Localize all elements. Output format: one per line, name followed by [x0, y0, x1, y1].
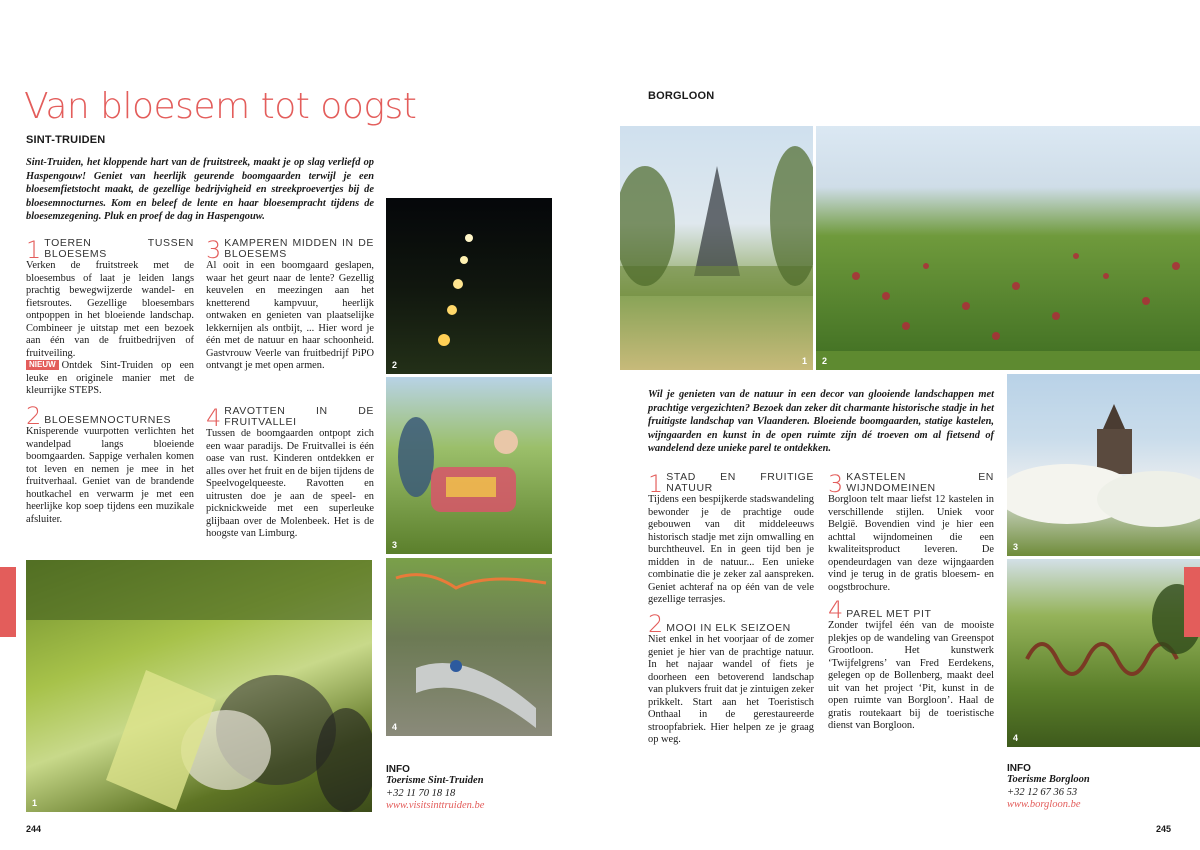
section-number: 3 [828, 470, 844, 498]
section-bloesemnocturnes [26, 402, 194, 526]
section-toeren [26, 238, 194, 398]
section-ravotten [206, 406, 374, 541]
photo-orchard [816, 126, 1200, 370]
info-website-link[interactable]: www.visitsinttruiden.be [386, 800, 485, 811]
photo-castle [1007, 374, 1200, 556]
section-heading: KAMPEREN MIDDEN IN DE BLOESEMS [224, 237, 374, 260]
section-text: Tijdens een bespijkerde stadswandeling bewonder je de prachtige oude gebouwen van dit middeleeuws historisch stadje met zijn omwalling en burchtheuvel. En in geen tijd ben je midden in de natuur... Een unieke combinatie die je zeker zal aanspreken. Geniet achteraf na op één van de vele gezellige terrasjes. [648, 494, 814, 605]
photo-number: 4 [392, 722, 398, 732]
section-text: Niet enkel in het voorjaar of de zomer geniet je hier van de prachtige natuur. In het najaar wandel of fiets je doorheen een betoverend landschap van plukvers fruit dat je zintuigen zeker prikkelt. Start aan het Toeristisch Onthaal in de gerestaureerde stroopfabriek. Hier helpen ze je graag op weg. [648, 634, 814, 745]
info-block-borgloon [1007, 763, 1090, 812]
info-block-sint-truiden [386, 764, 484, 813]
section-tab-left [0, 567, 16, 637]
photo-twijfelgrens [1007, 559, 1200, 747]
section-text: Knisperende vuurpotten verlichten het wandelpad langs bloeiende boomgaarden. Sappige verhalen komen tot leven en nemen je mee in het fruitverhaal. Geniet van de brandende houtkachel en verwarm je met een heerlijke kop soep tijdens een muzikale afsluiter. [26, 426, 194, 525]
page-title: Van bloesem tot oogst [24, 86, 417, 127]
section-number: 3 [206, 236, 222, 264]
section-stad [648, 472, 814, 607]
info-label: INFO [1007, 763, 1031, 774]
info-label: INFO [386, 764, 410, 775]
photo-number: 3 [392, 540, 398, 550]
photo-number: 2 [822, 356, 828, 366]
location-label-borgloon: BORGLOON [648, 90, 715, 102]
intro-borgloon: Wil je genieten van de natuur in een decor van glooiende landschappen met prachtige vergezichten? Bezoek dan zeker dit charmante historische stadje in het fruitigste landschap van Vlaanderen. Bloeiende boomgaarden, statige kastelen, wijngaarden en kunst in de open ruimte zijn dé troeven om al fietsend of wandelend deze unieke parel te ontdekken. [648, 389, 994, 455]
section-text: Tussen de boomgaarden ontpopt zich een waar paradijs. De Fruitvallei is één oase van rust. Kinderen ontdekken er alles over het fruit en de bijen tijdens de Speelvogelqueeste. Ravotten en uitrusten doe je aan de speel- en picknickweide met een superleuke glijbaan over de Molenbeek. Het is de hoogste van Limburg. [206, 428, 374, 539]
photo-picnic [26, 560, 372, 812]
section-heading: TOEREN TUSSEN BLOESEMS [44, 237, 194, 260]
photo-camping [386, 377, 552, 554]
section-number: 1 [648, 470, 664, 498]
section-heading: MOOI IN ELK SEIZOEN [666, 622, 791, 634]
photo-number: 2 [392, 360, 398, 370]
location-label-sint-truiden: SINT-TRUIDEN [26, 134, 106, 146]
section-kamperen [206, 238, 374, 373]
section-number: 2 [26, 402, 42, 430]
new-badge: NIEUW [26, 360, 59, 370]
intro-sint-truiden: Sint-Truiden, het kloppende hart van de fruitstreek, maakt je op slag verliefd op Haspengouw! Geniet van heerlijk geurende boomgaarden terwijl je een bloesemfietstocht maakt, de gezellige bedrijvigheid en streekproevertjes bij de bloesemnocturnes. Kom en beleef de lente en haar bloesempracht tijdens de bloesemzegening. Pluk en proef de dag in Haspengouw. [26, 157, 374, 223]
info-org: Toerisme Sint-Truiden [386, 775, 484, 786]
section-heading: RAVOTTEN IN DE FRUITVALLEI [224, 405, 374, 428]
section-text: Al ooit in een boomgaard geslapen, waar het geurt naar de lente? Gezellig keuvelen en meezingen aan het knetterend kampvuur, heerlijk ontwaken en genieten van plaatselijke lekkernijen als ontbijt, ... Hier word je één met de natuur en haar schoonheid. Gastvrouw Veerle van fruitbedrijf PiPO ontvangt je met open armen. [206, 260, 374, 371]
photo-church-art [620, 126, 813, 370]
info-phone: +32 11 70 18 18 [386, 787, 456, 799]
photo-number: 3 [1013, 542, 1019, 552]
section-parel [828, 596, 994, 733]
photo-night-lights [386, 198, 552, 374]
section-number: 4 [828, 596, 844, 624]
page-number-right: 245 [1156, 824, 1172, 834]
info-org: Toerisme Borgloon [1007, 774, 1090, 785]
photo-number: 4 [1013, 733, 1019, 743]
photo-number: 1 [801, 356, 807, 366]
info-website-link[interactable]: www.borgloon.be [1007, 799, 1081, 810]
photo-slide [386, 558, 552, 736]
section-text-2: Ontdek Sint-Truiden op een leuke en originele manier met de kleurrijke STEPS. [26, 360, 194, 396]
section-text: Borgloon telt maar liefst 12 kastelen in verschillende stijlen. Uniek voor België. Bovendien vind je hier een achttal wijndomeinen die een kwaliteitsproduct leveren. De opendeurdagen van deze wijngaarden vind je terug in de gratis bloesem- en oogstbrochure. [828, 494, 994, 593]
section-tab-right [1184, 567, 1200, 637]
page-number-left: 244 [26, 824, 42, 834]
section-text: Zonder twijfel één van de mooiste plekjes op de wandeling van Greenspot Grootloon. Het kunstwerk ‘Twijfelgrens’ van Fred Eerdekens, gelegen op de Bollenberg, maakt deel uit van het project ‘Pit, kunst in de open ruimte van Borgloon’. Haal de gratis routekaart bij de toeristische dienst van Borgloon. [828, 620, 994, 731]
section-heading: KASTELEN EN WIJNDOMEINEN [846, 471, 994, 494]
section-seizoen [648, 610, 814, 747]
section-heading: PAREL MET PIT [846, 608, 932, 620]
section-kastelen [828, 472, 994, 594]
info-phone: +32 12 67 36 53 [1007, 786, 1078, 798]
section-number: 4 [206, 404, 222, 432]
section-heading: BLOESEMNOCTURNES [44, 414, 172, 426]
section-text: Verken de fruitstreek met de bloesembus of laat je leiden langs prachtig bewegwijzerde wandel- en fietsroutes. Gezellige bloesembars ontpoppen in het bloeiende landschap. Combineer je uitstap met een bezoek aan één van de fruitbedrijven of fruitveiling. [26, 260, 194, 359]
section-heading: STAD EN FRUITIGE NATUUR [666, 471, 814, 494]
photo-number: 1 [32, 798, 38, 808]
section-number: 1 [26, 236, 42, 264]
section-number: 2 [648, 610, 664, 638]
